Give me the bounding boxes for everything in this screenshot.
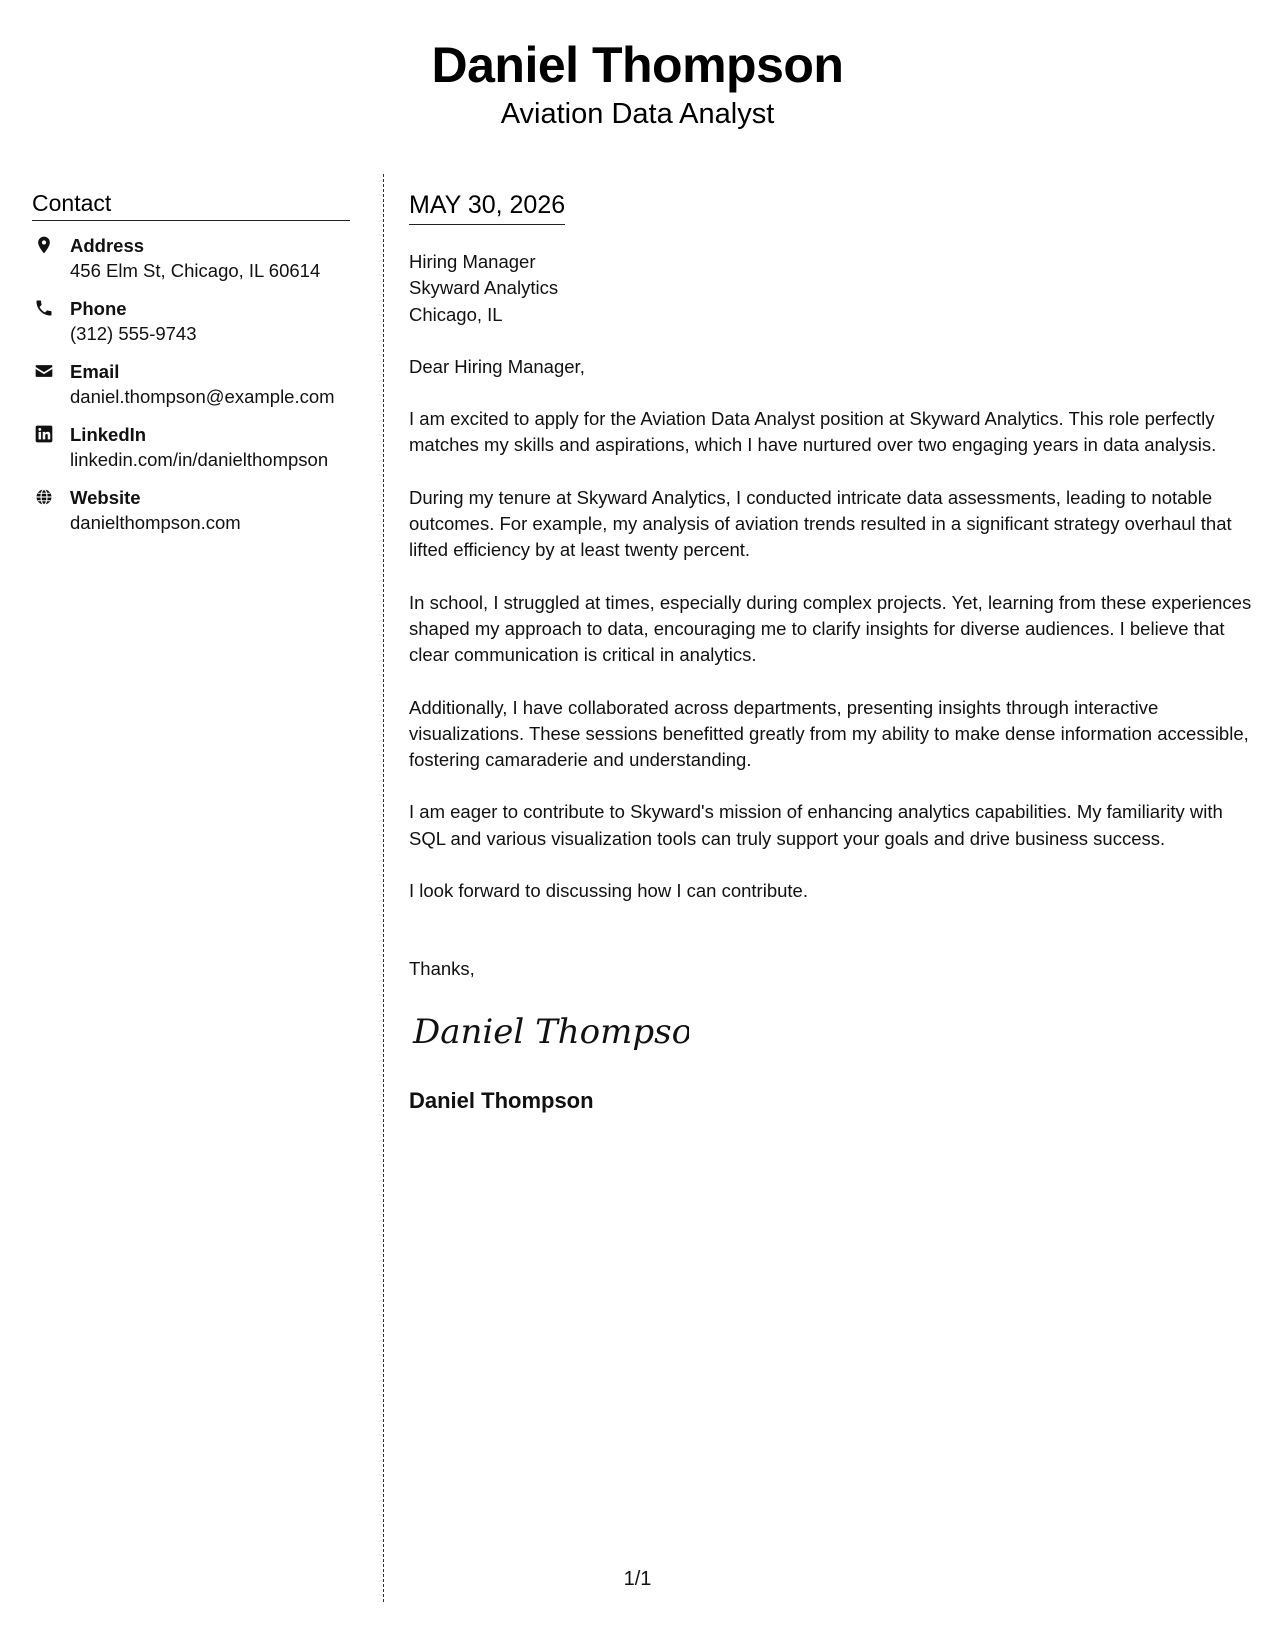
cover-letter-body — [409, 188, 1255, 1116]
signed-name: Daniel Thompson — [409, 1087, 594, 1113]
letter-greeting: Dear Hiring Manager, — [409, 355, 585, 377]
email-value: daniel.thompson@example.com — [70, 386, 335, 407]
phone-value: (312) 555-9743 — [70, 323, 197, 344]
globe-icon — [34, 487, 54, 507]
column-divider — [383, 174, 384, 1602]
contact-item-email — [32, 359, 350, 422]
contact-label: Phone — [70, 298, 127, 319]
envelope-icon — [34, 361, 54, 381]
letter-paragraph: In school, I struggled at times, especially during complex projects. Yet, learning from these experiences shaped my approach to data, encouraging me to clarify insights for diverse audiences. I believe that clear communication is critical in analytics. — [409, 591, 1252, 666]
letter-paragraph: Additionally, I have collaborated across departments, presenting insights through interactive visualizations. These sessions benefitted greatly from my ability to make dense information accessible, fostering camaraderie and understanding. — [409, 696, 1249, 771]
letter-date: MAY 30, 2026 — [409, 188, 565, 225]
contact-item-website — [32, 485, 350, 548]
contact-item-phone — [32, 296, 350, 359]
letter-paragraph: I look forward to discussing how I can contribute. — [409, 880, 808, 902]
linkedin-value: linkedin.com/in/danielthompson — [70, 449, 329, 470]
resume-header — [0, 34, 1275, 132]
letter-paragraph: I am excited to apply for the Aviation Data Analyst position at Skyward Analytics. This role perfectly matches my skills and aspirations, which I have nurtured over two engaging years in data analysis. — [409, 408, 1217, 456]
page-number-text: 1/1 — [623, 1568, 652, 1590]
handwritten-signature — [409, 1003, 689, 1063]
applicant-name: Daniel Thompson — [431, 37, 844, 93]
contact-item-linkedin — [32, 422, 350, 485]
map-pin-icon — [34, 235, 54, 255]
linkedin-icon — [34, 424, 54, 444]
signature-text: Daniel Thompson — [413, 1011, 689, 1052]
recipient-line: Chicago, IL — [409, 303, 503, 325]
contact-heading: Contact — [32, 188, 350, 221]
job-title: Aviation Data Analyst — [500, 98, 775, 130]
phone-icon — [34, 298, 54, 318]
contact-label: Website — [70, 487, 141, 508]
page-number — [0, 1566, 1275, 1592]
address-value: 456 Elm St, Chicago, IL 60614 — [70, 260, 321, 281]
letter-closing: Thanks, — [409, 958, 475, 980]
letter-paragraph: During my tenure at Skyward Analytics, I conducted intricate data assessments, leading to notable outcomes. For example, my analysis of aviation trends resulted in a significant strategy overhaul that lifted efficiency by at least twenty percent. — [409, 486, 1232, 561]
contact-sidebar — [32, 188, 350, 548]
website-value: danielthompson.com — [70, 512, 241, 533]
contact-label: Email — [70, 361, 120, 382]
contact-label: Address — [70, 235, 145, 256]
contact-label: LinkedIn — [70, 424, 147, 445]
recipient-line: Hiring Manager — [409, 251, 536, 272]
contact-item-address — [32, 233, 350, 296]
recipient-line: Skyward Analytics — [409, 277, 559, 299]
recipient-block — [409, 249, 1255, 328]
letter-paragraph: I am eager to contribute to Skyward's mission of enhancing analytics capabilities. My familiarity with SQL and various visualization tools can truly support your goals and drive business success. — [409, 801, 1223, 849]
